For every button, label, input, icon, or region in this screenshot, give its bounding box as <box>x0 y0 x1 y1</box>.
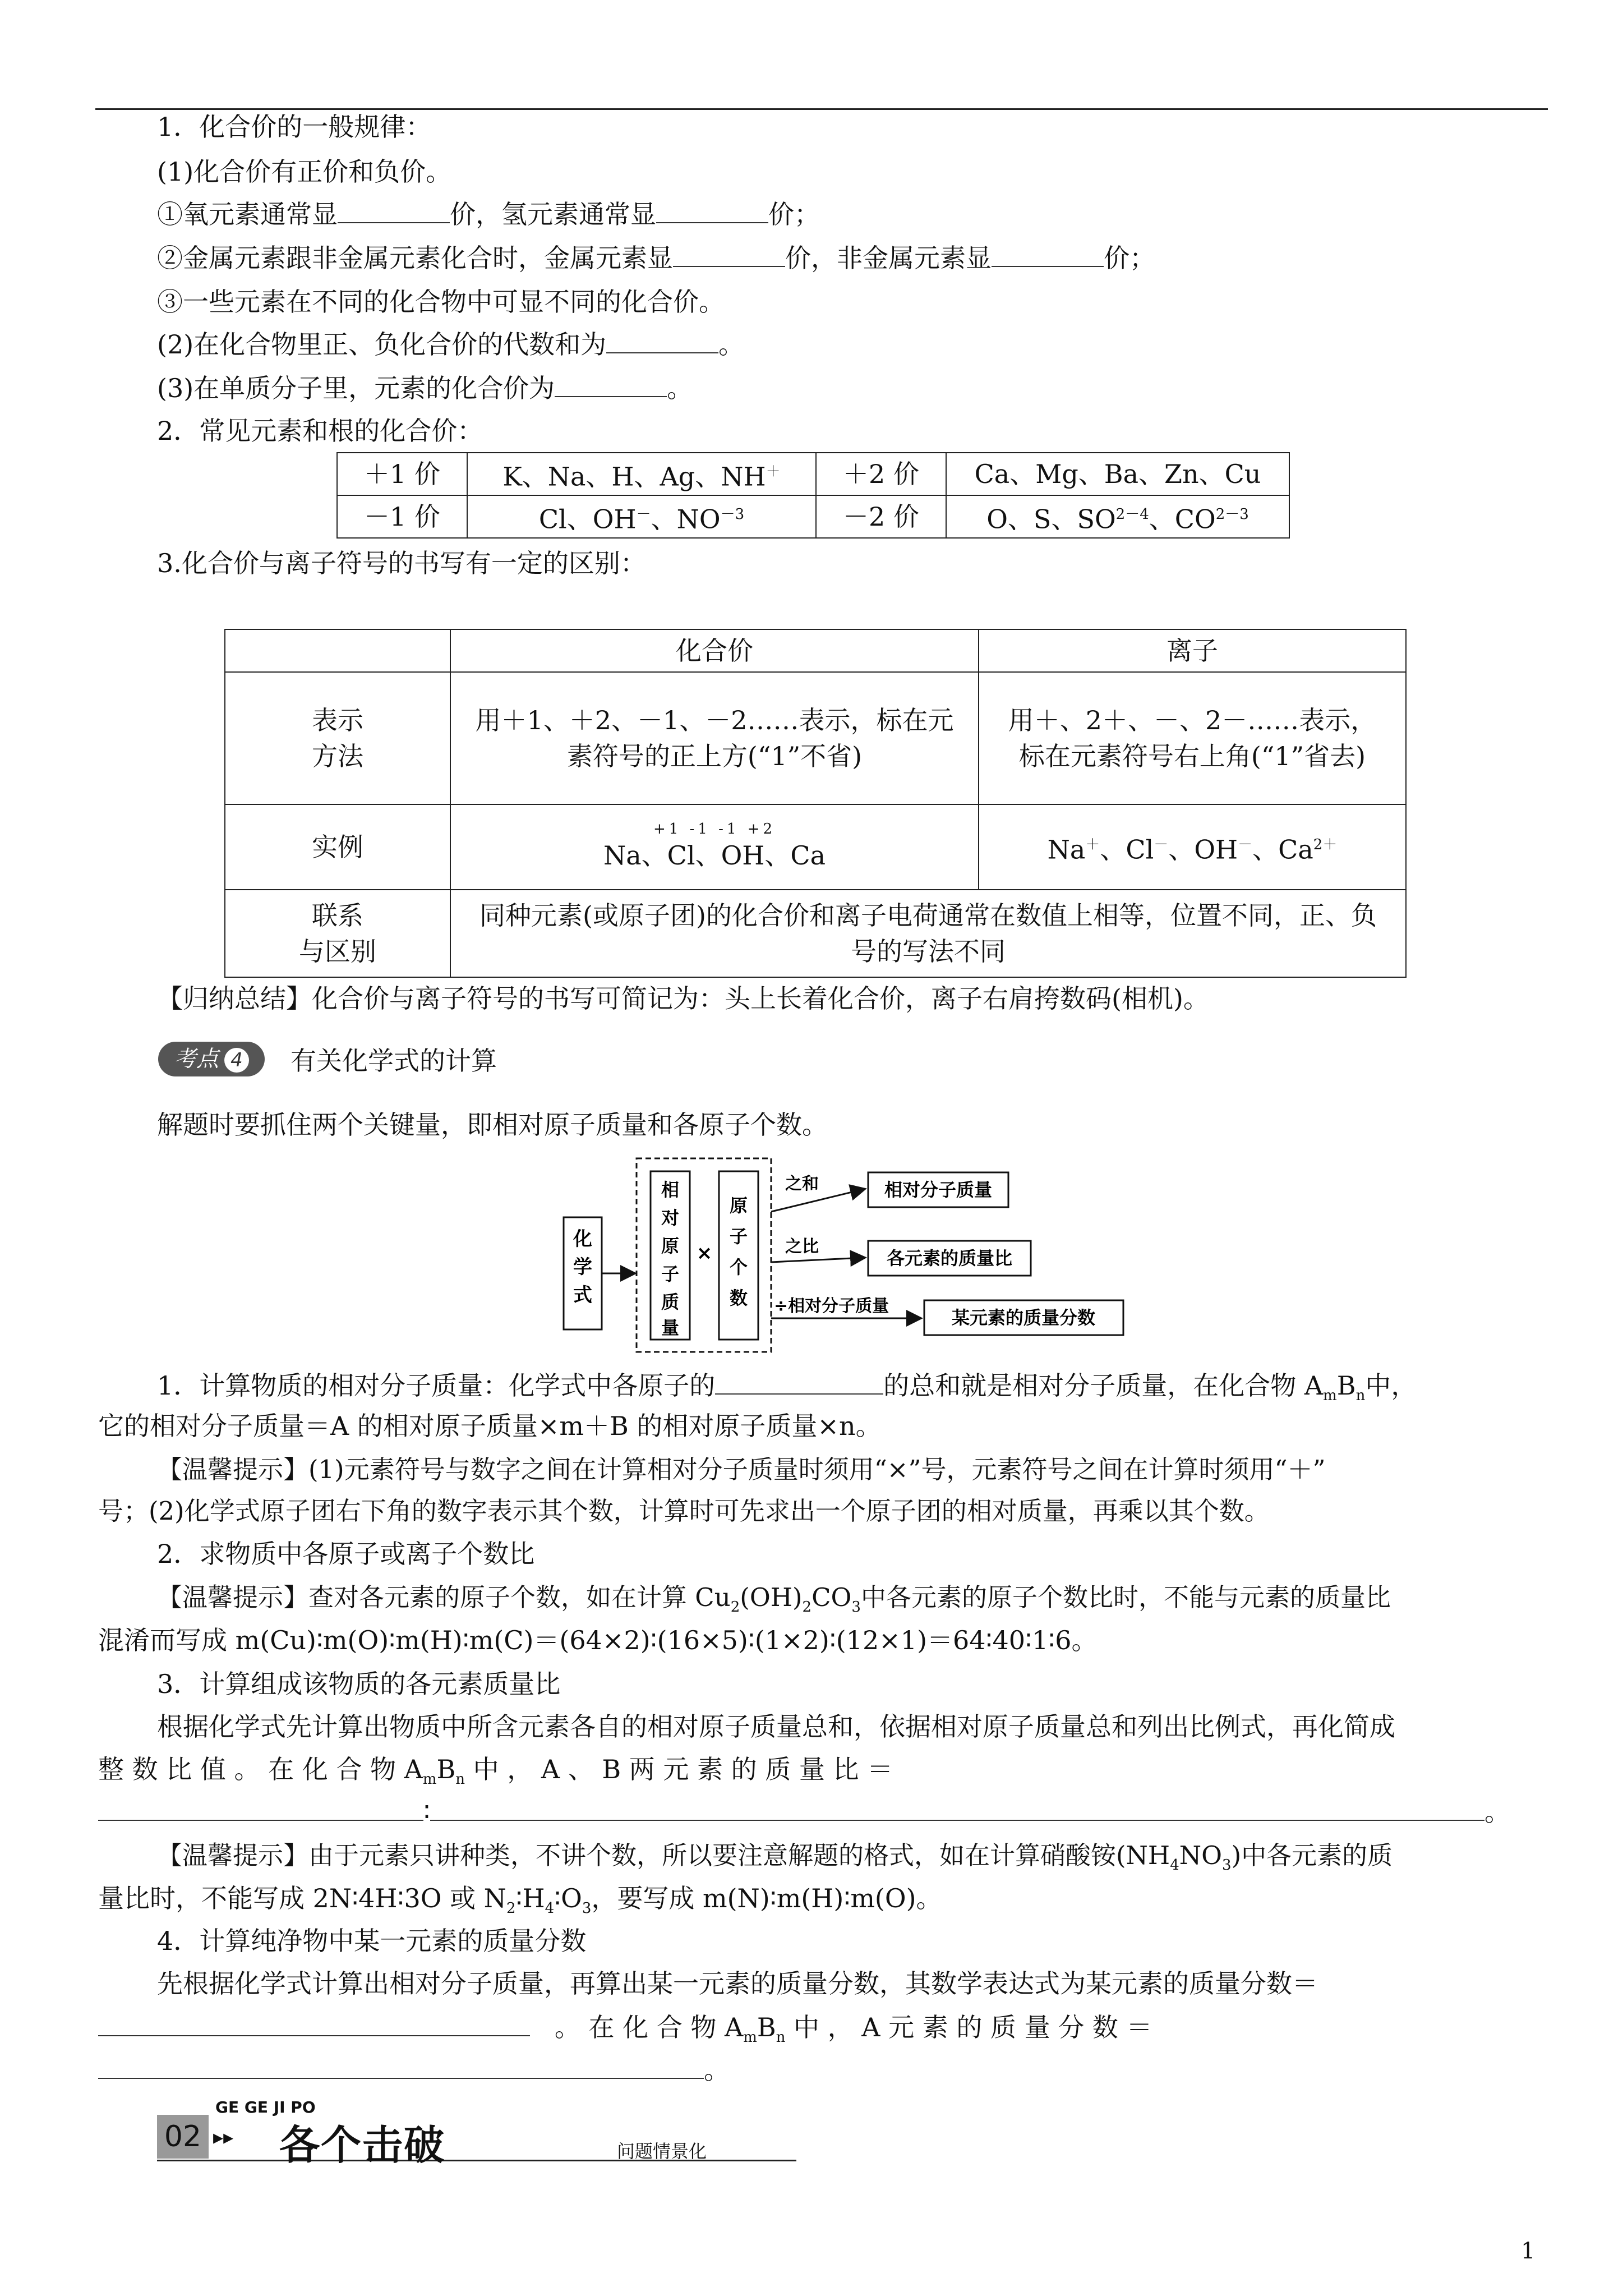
cell: 用＋、2＋、－、2－……表示，标在元素符号右上角(“1”省去) <box>979 672 1406 804</box>
c2-title: 2．求物质中各原子或离子个数比 <box>157 1539 535 1569</box>
cell: 离子 <box>979 629 1406 672</box>
s1-line3: ②金属元素跟非金属元素化合时，金属元素显 价，非金属元素显 价； <box>157 243 1155 273</box>
cell: +1 -1 -1 +2 Na、Cl、OH、Ca <box>450 804 979 890</box>
blank[interactable] <box>673 266 785 267</box>
left-label-1: 化 <box>573 1228 592 1250</box>
blank[interactable] <box>98 2035 530 2036</box>
cell: Ca、Mg、Ba、Zn、Cu <box>946 453 1289 495</box>
cell: 实例 <box>225 804 450 890</box>
svg-text:原: 原 <box>661 1235 680 1257</box>
banner-subtitle: GE GE JI PO <box>215 2098 316 2116</box>
svg-text:×: × <box>696 1242 713 1264</box>
svg-text:子: 子 <box>729 1226 748 1247</box>
c3-line1: 根据化学式先计算出物质中所含元素各自的相对原子质量总和，依据相对原子质量总和列出比例式，再化简成 <box>157 1711 1395 1742</box>
c1-line2: 它的相对分子质量＝A 的相对原子质量×m＋B 的相对原子质量×n。 <box>98 1411 882 1441</box>
arrow-label-div: ÷相对分子质量 <box>774 1296 889 1316</box>
blank[interactable] <box>338 222 450 223</box>
cell: ＋2 价 <box>816 453 946 495</box>
page-number: 1 <box>1521 2238 1536 2264</box>
intro: 解题时要抓住两个关键量，即相对原子质量和各原子个数。 <box>157 1110 828 1140</box>
blank[interactable] <box>98 2078 704 2079</box>
svg-text:质: 质 <box>661 1291 680 1313</box>
compare-table <box>224 629 1407 978</box>
cell: 表示 方法 <box>225 672 450 804</box>
blank[interactable] <box>430 1820 1484 1821</box>
c4-title: 4．计算纯净物中某一元素的质量分数 <box>157 1926 587 1956</box>
cell: Na＋、Cl－、OH－、$Ca^{2+}$ <box>979 804 1406 890</box>
c3-line2: 整 数 比 值 。 在 化 合 物 $A_mB_n$ 中 ， A 、 B 两 元 素 的 质 量 比 ＝ <box>98 1754 893 1788</box>
cell <box>225 629 450 672</box>
section-banner <box>157 2098 796 2169</box>
s1-line4: ③一些元素在不同的化合物中可显不同的化合价。 <box>157 287 725 317</box>
arrow-label-ratio: 之比 <box>785 1237 819 1257</box>
svg-text:量: 量 <box>661 1317 680 1338</box>
s1-line1: (1)化合价有正价和负价。 <box>157 157 452 187</box>
valence-table <box>336 452 1290 539</box>
s1-title: 1．化合价的一般规律： <box>157 112 432 142</box>
out-box-3: 某元素的质量分数 <box>951 1307 1096 1328</box>
blank[interactable] <box>992 266 1104 267</box>
cell: Cl、OH－、$NO^{-3}$ <box>467 495 816 538</box>
calc-diagram <box>561 1156 1138 1358</box>
left-label-2: 学 <box>573 1256 592 1278</box>
cell: －1 价 <box>337 495 467 538</box>
kaodian-badge: 考点 4 <box>158 1042 265 1076</box>
cell: 用＋1、＋2、－1、－2……表示，标在元素符号的正上方(“1”不省) <box>450 672 979 804</box>
out-box-2: 各元素的质量比 <box>886 1248 1013 1269</box>
summary: 【归纳总结】化合价与离子符号的书写可简记为：头上长着化合价，离子右肩挎数码(相机)。 <box>157 983 1209 1014</box>
c1-tip1: 【温馨提示】(1)元素符号与数字之间在计算相对分子质量时须用“×”号，元素符号之间在计算时须用“＋” <box>157 1455 1326 1484</box>
cell: －2 价 <box>816 495 946 538</box>
section-title: 有关化学式的计算 <box>291 1046 497 1076</box>
svg-text:个: 个 <box>729 1257 748 1278</box>
banner-number: 02 <box>157 2115 209 2159</box>
double-arrow-icon: ▸▸ <box>213 2126 234 2149</box>
cell: 联系 与区别 <box>225 890 450 977</box>
svg-text:数: 数 <box>729 1287 748 1309</box>
s1-line2: ①氧元素通常显 价，氢元素通常显 价； <box>157 199 820 229</box>
banner-note: 问题情景化 <box>617 2141 707 2162</box>
s2-title: 2．常见元素和根的化合价： <box>157 416 483 446</box>
s3-title: 3.化合价与离子符号的书写有一定的区别： <box>157 548 646 578</box>
cell: ＋1 价 <box>337 453 467 495</box>
out-box-1: 相对分子质量 <box>884 1179 993 1200</box>
c3-tip2: 量比时，不能写成 2N∶4H∶3O 或 $N_2∶H_4∶O_3$，要写成 m(N)∶m(H)∶m(O)。 <box>98 1883 942 1917</box>
section-heading <box>158 1041 497 1078</box>
svg-text:对: 对 <box>661 1207 680 1228</box>
cell: 同种元素(或原子团)的化合价和离子电荷通常在数值上相等，位置不同，正、负号的写法不同 <box>450 890 1406 977</box>
blank[interactable] <box>98 1820 423 1821</box>
c4-line3: 。 <box>98 2053 730 2087</box>
cell: K、Na、H、Ag、NH＋ <box>467 453 816 495</box>
c3-title: 3．计算组成该物质的各元素质量比 <box>157 1669 561 1699</box>
c4-line1: 先根据化学式计算出相对分子质量，再算出某一元素的质量分数，其数学表达式为某元素的质量分数＝ <box>157 1968 1318 1999</box>
svg-text:相: 相 <box>661 1179 680 1200</box>
c2-tip2: 混淆而写成 m(Cu)∶m(O)∶m(H)∶m(C)＝(64×2)∶(16×5)∶(1×2)∶(12×1)＝64∶40∶1∶6。 <box>98 1625 1098 1655</box>
cell: O、S、$SO^{2-4}$、$CO^{2-3}$ <box>946 495 1289 538</box>
blank[interactable] <box>555 396 667 397</box>
blank[interactable] <box>715 1393 883 1395</box>
blank[interactable] <box>606 352 718 353</box>
s1-line6: (3)在单质分子里，元素的化合价为 。 <box>157 373 693 403</box>
banner-title: 各个击破 <box>279 2122 446 2169</box>
cell: 化合价 <box>450 629 979 672</box>
arrow-label-sum: 之和 <box>785 1174 819 1194</box>
c1-tip2: 号；(2)化学式原子团右下角的数字表示其个数，计算时可先求出一个原子团的相对质量，再乘以其个数。 <box>98 1496 1270 1526</box>
c4-line2: 。 在 化 合 物 $A_mB_n$ 中 ， A 元 素 的 质 量 分 数 ＝ <box>98 2010 1152 2054</box>
svg-text:子: 子 <box>661 1263 680 1285</box>
blank[interactable] <box>656 222 768 223</box>
c3-line3: ∶ 。 <box>98 1795 1510 1829</box>
svg-text:原: 原 <box>729 1195 748 1216</box>
s1-line5: (2)在化合物里正、负化合价的代数和为 。 <box>157 329 745 360</box>
c3-tip1: 【温馨提示】由于元素只讲种类，不讲个数，所以要注意解题的格式，如在计算硝酸铵$(NH_4NO_3)$中各元素的质 <box>157 1841 1393 1874</box>
c1-line1: 1．计算物质的相对分子质量：化学式中各原子的 的总和就是相对分子质量，在化合物 $A_mB_n$中， <box>157 1370 1417 1405</box>
left-label-3: 式 <box>573 1284 592 1306</box>
c2-tip1: 【温馨提示】查对各元素的原子个数，如在计算 $Cu_2(OH)_2CO_3$中各元素的原子个数比时，不能与元素的质量比 <box>157 1582 1391 1616</box>
